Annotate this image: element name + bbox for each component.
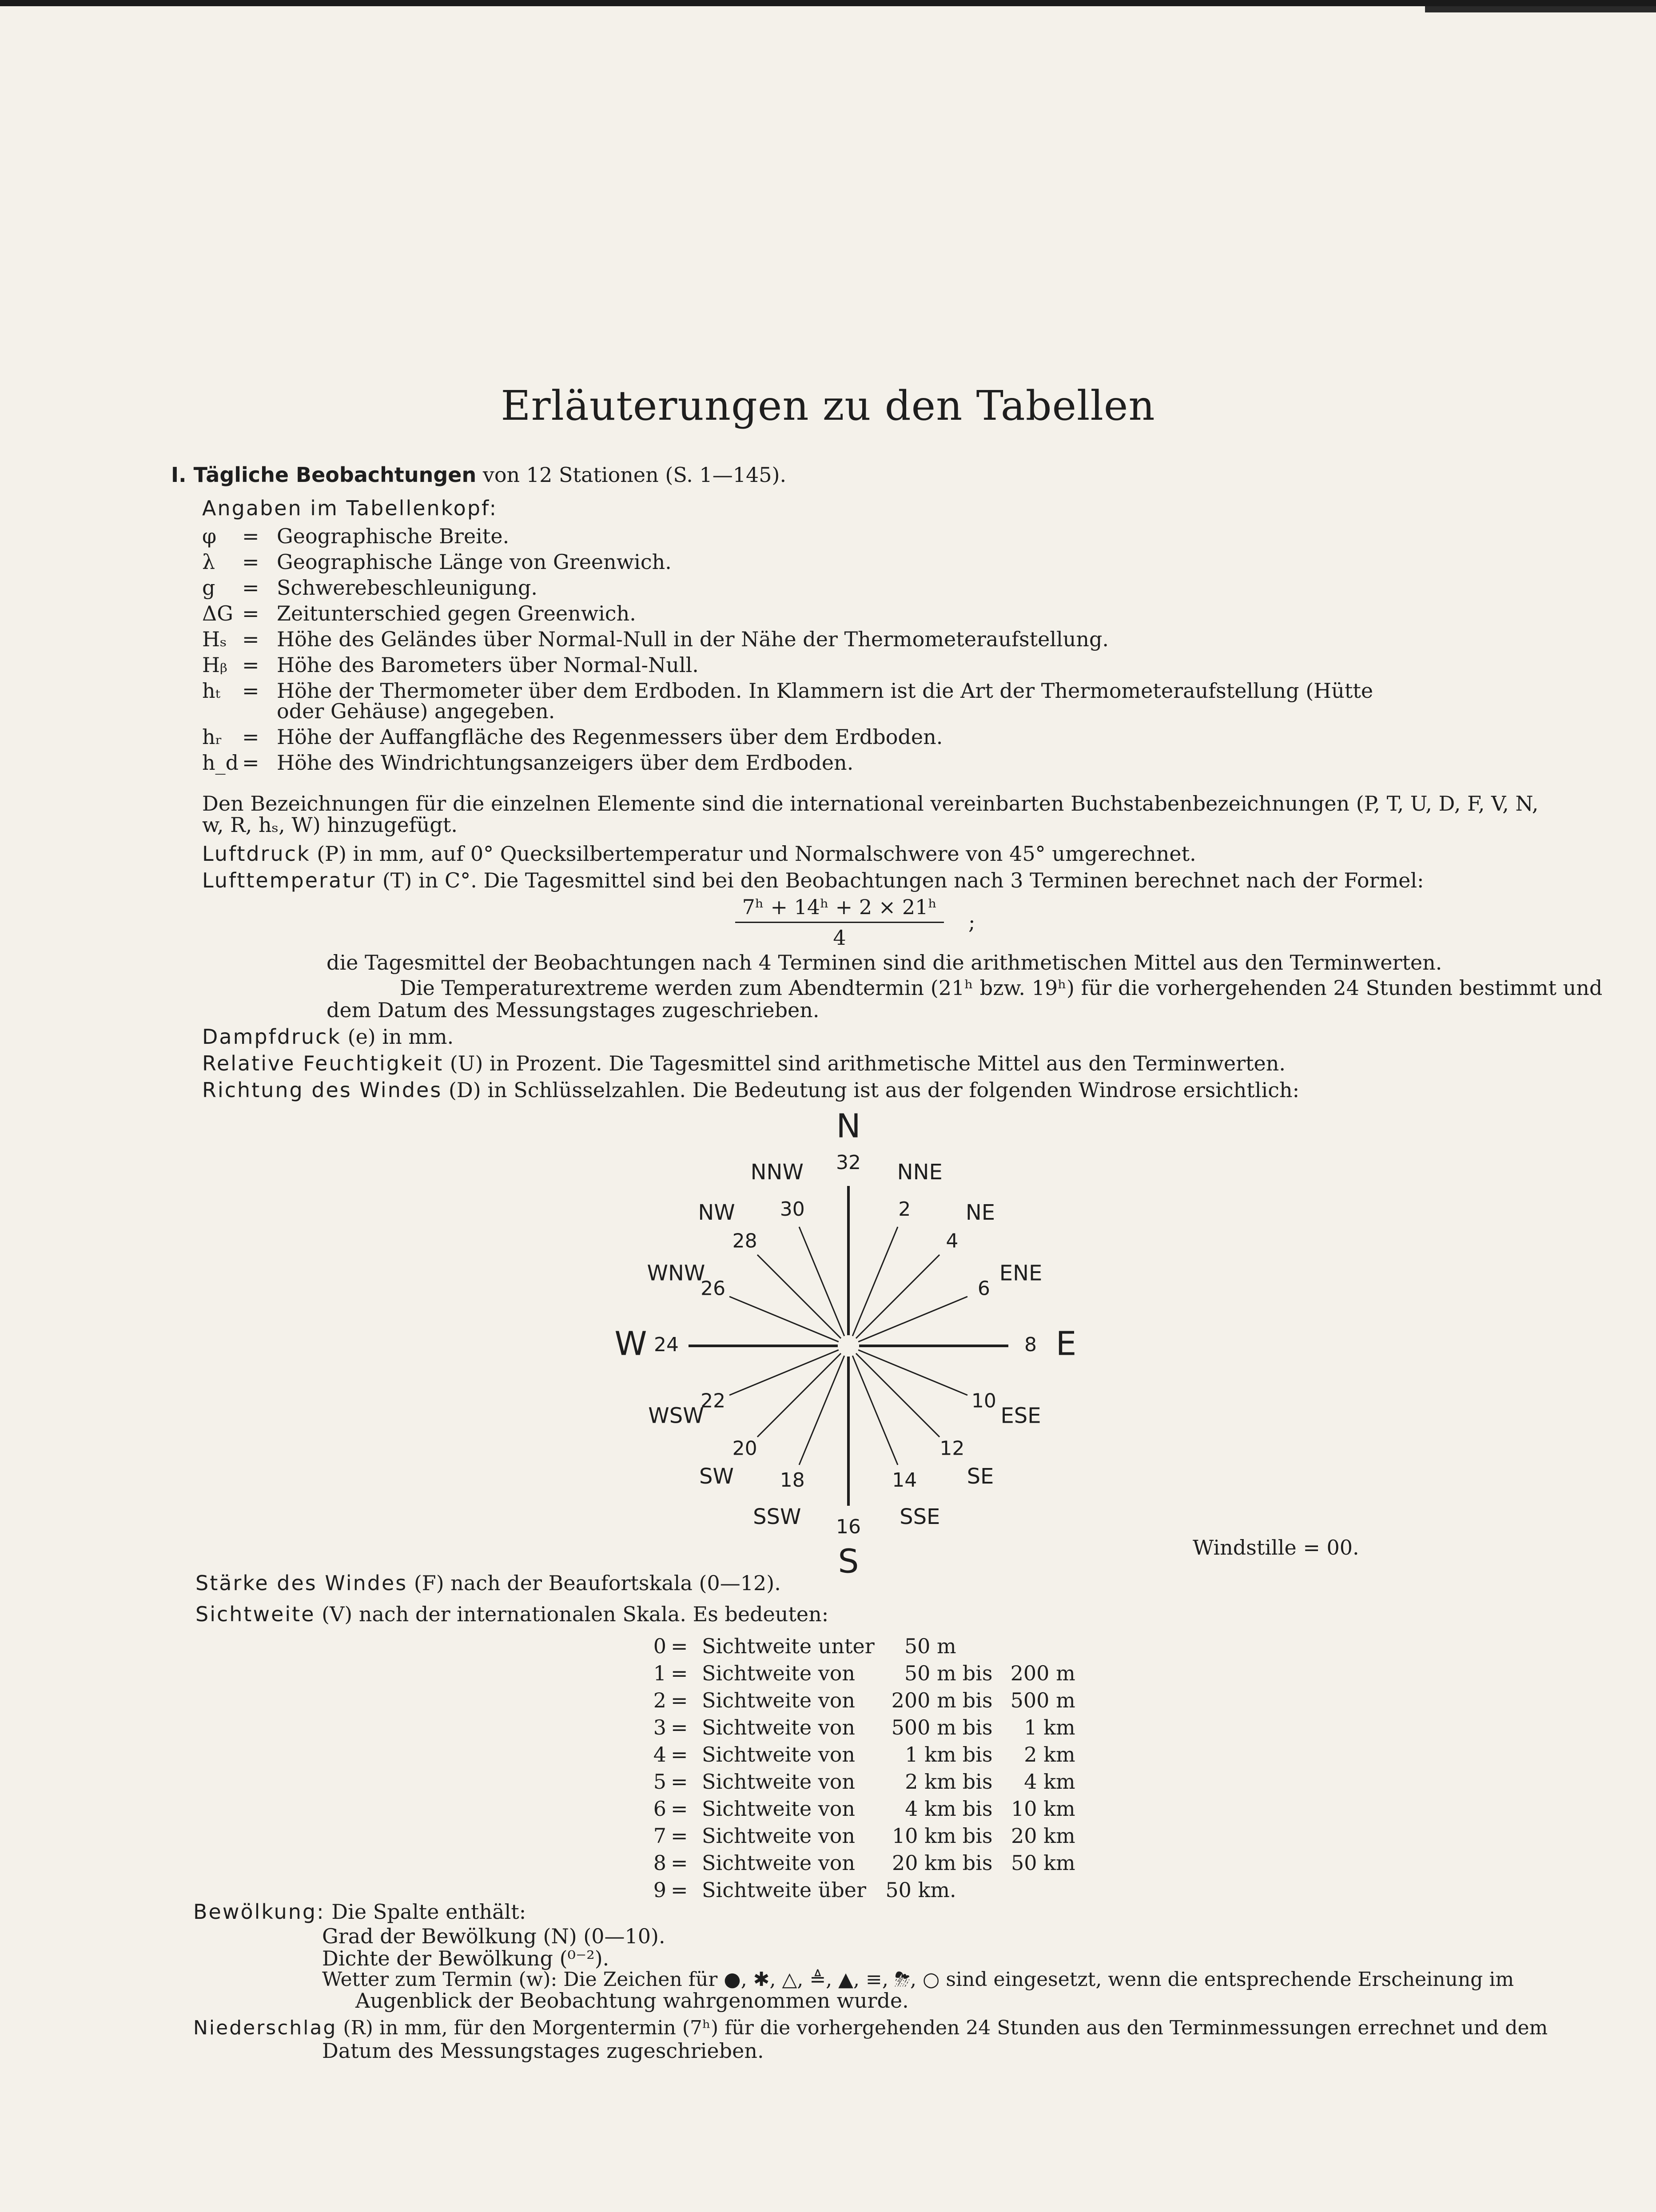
bewoelkung-line: Augenblick der Beobachtung wahrgenommen wurde. xyxy=(355,1989,909,2013)
niederschlag-para: Niederschlag (R) in mm, für den Morgentermin (7ʰ) für die vorhergehenden 24 Stunden aus den Terminmessungen errechnet und dem xyxy=(193,2017,1548,2039)
wind-code-label: 30 xyxy=(780,1198,805,1221)
sichtweite-code: 2 xyxy=(653,1688,666,1712)
sichtweite-para: Sichtweite (V) nach der internationalen Skala. Es bedeuten: xyxy=(195,1602,829,1626)
definition-item: λ = Geographische Länge von Greenwich. xyxy=(202,550,672,574)
sichtweite-row xyxy=(644,1822,1082,1849)
sichtweite-equals: = xyxy=(671,1878,688,1902)
sichtweite-code: 6 xyxy=(653,1796,666,1821)
page-title: Erläuterungen zu den Tabellen xyxy=(501,382,1155,430)
section-heading-rest: von 12 Stationen (S. 1—145). xyxy=(482,463,787,487)
sichtweite-equals: = xyxy=(671,1634,688,1658)
wind-direction-label: N xyxy=(836,1110,861,1146)
sichtweite-row xyxy=(644,1714,1082,1741)
definition-item: h_d = Höhe des Windrichtungsanzeigers über dem Erdboden. xyxy=(202,751,854,775)
sichtweite-row xyxy=(644,1659,1082,1687)
sichtweite-from: 50 m xyxy=(904,1634,956,1658)
sichtweite-bis: bis xyxy=(962,1661,993,1685)
sichtweite-code: 5 xyxy=(653,1769,666,1794)
sichtweite-label: Sichtweite von xyxy=(702,1742,856,1766)
sichtweite-label: Sichtweite von xyxy=(702,1688,856,1712)
wind-direction-label: E xyxy=(1055,1325,1077,1363)
sichtweite-code: 4 xyxy=(653,1742,666,1766)
sichtweite-from: 10 km xyxy=(892,1823,956,1848)
header-intro: Angaben im Tabellenkopf: xyxy=(202,496,498,520)
wind-direction-label: NNE xyxy=(897,1159,943,1185)
wind-code-label: 12 xyxy=(939,1437,965,1460)
sichtweite-equals: = xyxy=(671,1715,688,1739)
sichtweite-from: 50 km. xyxy=(885,1878,956,1902)
luftdruck-para: Luftdruck (P) in mm, auf 0° Quecksilbertemperatur und Normalschwere von 45° umgerechnet. xyxy=(202,842,1196,866)
sichtweite-bis: bis xyxy=(962,1769,993,1794)
wind-code-label: 2 xyxy=(898,1198,911,1221)
sichtweite-to: 20 km xyxy=(1011,1823,1075,1848)
wind-code-label: 18 xyxy=(780,1468,805,1492)
bewoelkung-line: Dichte der Bewölkung (⁰⁻²). xyxy=(322,1946,609,1970)
staerke-para: Stärke des Windes (F) nach der Beaufortskala (0—12). xyxy=(195,1571,781,1595)
sichtweite-bis: bis xyxy=(962,1796,993,1821)
bezeichnungen-para: Den Bezeichnungen für die einzelnen Elemente sind die international vereinbarten Buchstabenbezeichnungen (P, T, U, D, F, V, N, w, R, hₛ, W) hinzugefügt. xyxy=(202,792,1539,837)
definition-item: ΔG = Zeitunterschied gegen Greenwich. xyxy=(202,601,636,625)
sichtweite-to: 50 km xyxy=(1011,1850,1075,1875)
formula-suffix: ; xyxy=(968,910,975,934)
wind-code-label: 32 xyxy=(836,1151,861,1174)
sichtweite-to xyxy=(1000,1632,1082,1659)
definition-item-continued: oder Gehäuse) angegeben. xyxy=(277,699,555,723)
sichtweite-label: Sichtweite von xyxy=(702,1850,856,1875)
sichtweite-label: Sichtweite von xyxy=(702,1715,856,1739)
sichtweite-row xyxy=(644,1849,1082,1876)
wind-direction-label: ENE xyxy=(999,1261,1043,1286)
definition-list xyxy=(202,523,1373,776)
sichtweite-row xyxy=(644,1795,1082,1822)
sichtweite-to: 500 m xyxy=(1010,1688,1075,1712)
section-heading-label: I. Tägliche Beobachtungen xyxy=(171,463,477,487)
sichtweite-bis: bis xyxy=(962,1850,993,1875)
wind-code-label: 6 xyxy=(977,1277,990,1300)
wind-direction-label: SSW xyxy=(753,1504,801,1530)
bewoelkung-para: Bewölkung: Die Spalte enthält: xyxy=(193,1900,526,1924)
bewoelkung-line: Wetter zum Termin (w): Die Zeichen für ●, ✱, △, ≜, ▲, ≡, ⛈, ○ sind eingesetzt, wenn die entsprechende Erscheinung im xyxy=(322,1968,1514,1991)
sichtweite-equals: = xyxy=(671,1796,688,1821)
sichtweite-row xyxy=(644,1876,1082,1903)
wind-direction-label: SSE xyxy=(900,1504,940,1530)
wind-direction-label: SE xyxy=(967,1464,994,1489)
sichtweite-to: 4 km xyxy=(1024,1769,1075,1794)
sichtweite-bis: bis xyxy=(962,1715,993,1739)
sichtweite-code: 0 xyxy=(653,1634,666,1658)
sichtweite-code: 3 xyxy=(653,1715,666,1739)
wind-direction-label: NE xyxy=(965,1200,995,1225)
wind-code-label: 16 xyxy=(836,1516,861,1538)
niederschlag-line2: Datum des Messungstages zugeschrieben. xyxy=(322,2039,764,2063)
wind-code-label: 10 xyxy=(971,1389,996,1412)
sichtweite-from: 200 m xyxy=(891,1688,956,1712)
formula-denominator: 4 xyxy=(833,926,846,950)
sichtweite-equals: = xyxy=(671,1688,688,1712)
windstille-note: Windstille = 00. xyxy=(1193,1536,1359,1560)
bewoelkung-line: Grad der Bewölkung (N) (0—10). xyxy=(322,1924,665,1948)
temp-line: die Tagesmittel der Beobachtungen nach 4 Terminen sind die arithmetischen Mittel aus den Terminwerten. xyxy=(326,951,1442,975)
dampfdruck-para: Dampfdruck (e) in mm. xyxy=(202,1025,454,1049)
definition-item: φ = Geographische Breite. xyxy=(202,524,510,548)
sichtweite-equals: = xyxy=(671,1661,688,1685)
sichtweite-from: 2 km xyxy=(905,1769,956,1794)
wind-direction-label: ESE xyxy=(1000,1403,1041,1428)
sichtweite-label: Sichtweite von xyxy=(702,1661,856,1685)
sichtweite-equals: = xyxy=(671,1769,688,1794)
sichtweite-label: Sichtweite von xyxy=(702,1796,856,1821)
wind-code-label: 20 xyxy=(732,1437,757,1460)
wind-direction-label: WSW xyxy=(648,1403,704,1428)
sichtweite-equals: = xyxy=(671,1823,688,1848)
wind-rose-diagram xyxy=(613,1110,1084,1581)
sichtweite-row xyxy=(644,1632,1082,1659)
sichtweite-to: 10 km xyxy=(1011,1796,1075,1821)
lufttemperatur-para: Lufttemperatur (T) in C°. Die Tagesmittel sind bei den Beobachtungen nach 3 Terminen berechnet nach der Formel: xyxy=(202,868,1424,892)
sichtweite-to: 1 km xyxy=(1024,1715,1075,1739)
section-heading xyxy=(171,462,786,488)
wind-code-label: 14 xyxy=(892,1468,917,1492)
formula-numerator: 7ʰ + 14ʰ + 2 × 21ʰ xyxy=(735,895,944,923)
sichtweite-row xyxy=(644,1687,1082,1714)
sichtweite-bis xyxy=(963,1876,1000,1903)
sichtweite-from: 4 km xyxy=(905,1796,956,1821)
definition-item: g = Schwerebeschleunigung. xyxy=(202,576,538,600)
temp-line: Die Temperaturextreme werden zum Abendtermin (21ʰ bzw. 19ʰ) für die vorhergehenden 24 Stunden bestimmt und xyxy=(400,976,1603,1000)
wind-direction-label: S xyxy=(838,1542,859,1581)
sichtweite-to: 2 km xyxy=(1024,1742,1075,1766)
definition-item: Hₛ = Höhe des Geländes über Normal-Null in der Nähe der Thermometeraufstellung. xyxy=(202,627,1109,651)
feuchte-para: Relative Feuchtigkeit (U) in Prozent. Die Tagesmittel sind arithmetische Mittel aus den Terminwerten. xyxy=(202,1051,1286,1075)
sichtweite-to xyxy=(1000,1876,1082,1903)
sichtweite-bis: bis xyxy=(962,1742,993,1766)
scan-edge-shadow xyxy=(1425,6,1656,12)
definition-item: Hᵦ = Höhe des Barometers über Normal-Null. xyxy=(202,653,699,677)
sichtweite-from: 1 km xyxy=(905,1742,956,1766)
mean-formula xyxy=(720,895,975,950)
sichtweite-code: 1 xyxy=(653,1661,666,1685)
sichtweite-label: Sichtweite von xyxy=(702,1769,856,1794)
definition-item: hᵣ = Höhe der Auffangfläche des Regenmessers über dem Erdboden. xyxy=(202,725,943,749)
sichtweite-table xyxy=(644,1632,1082,1903)
sichtweite-label: Sichtweite unter xyxy=(702,1634,875,1658)
sichtweite-code: 9 xyxy=(653,1878,666,1902)
sichtweite-code: 7 xyxy=(653,1823,666,1848)
wind-code-label: 8 xyxy=(1024,1333,1037,1356)
sichtweite-row xyxy=(644,1768,1082,1795)
wind-direction-label: NNW xyxy=(750,1159,804,1185)
sichtweite-from: 20 km xyxy=(892,1850,956,1875)
sichtweite-from: 500 m xyxy=(891,1715,956,1739)
windrichtung-para: Richtung des Windes (D) in Schlüsselzahlen. Die Bedeutung ist aus der folgenden Windrose ersichtlich: xyxy=(202,1078,1300,1102)
wind-direction-label: W xyxy=(614,1325,647,1363)
temp-line: dem Datum des Messungstages zugeschrieben. xyxy=(326,998,820,1022)
wind-direction-label: NW xyxy=(698,1200,735,1225)
wind-direction-label: WNW xyxy=(647,1261,705,1286)
wind-code-label: 22 xyxy=(701,1389,726,1412)
sichtweite-row xyxy=(644,1741,1082,1768)
wind-code-label: 4 xyxy=(946,1229,959,1253)
sichtweite-equals: = xyxy=(671,1850,688,1875)
sichtweite-code: 8 xyxy=(653,1850,666,1875)
wind-code-label: 26 xyxy=(701,1277,726,1300)
sichtweite-from: 50 m xyxy=(904,1661,956,1685)
wind-direction-label: SW xyxy=(699,1464,734,1489)
sichtweite-equals: = xyxy=(671,1742,688,1766)
scan-edge xyxy=(0,0,1656,6)
definition-item: hₜ = Höhe der Thermometer über dem Erdboden. In Klammern ist die Art der Thermometeraufstellung (Hütte xyxy=(202,679,1373,703)
sichtweite-to: 200 m xyxy=(1010,1661,1075,1685)
wind-code-label: 28 xyxy=(732,1229,757,1253)
sichtweite-bis xyxy=(963,1632,1000,1659)
wind-code-label: 24 xyxy=(654,1333,679,1356)
sichtweite-label: Sichtweite über xyxy=(702,1878,867,1902)
sichtweite-bis: bis xyxy=(962,1688,993,1712)
sichtweite-bis: bis xyxy=(962,1823,993,1848)
sichtweite-label: Sichtweite von xyxy=(702,1823,856,1848)
